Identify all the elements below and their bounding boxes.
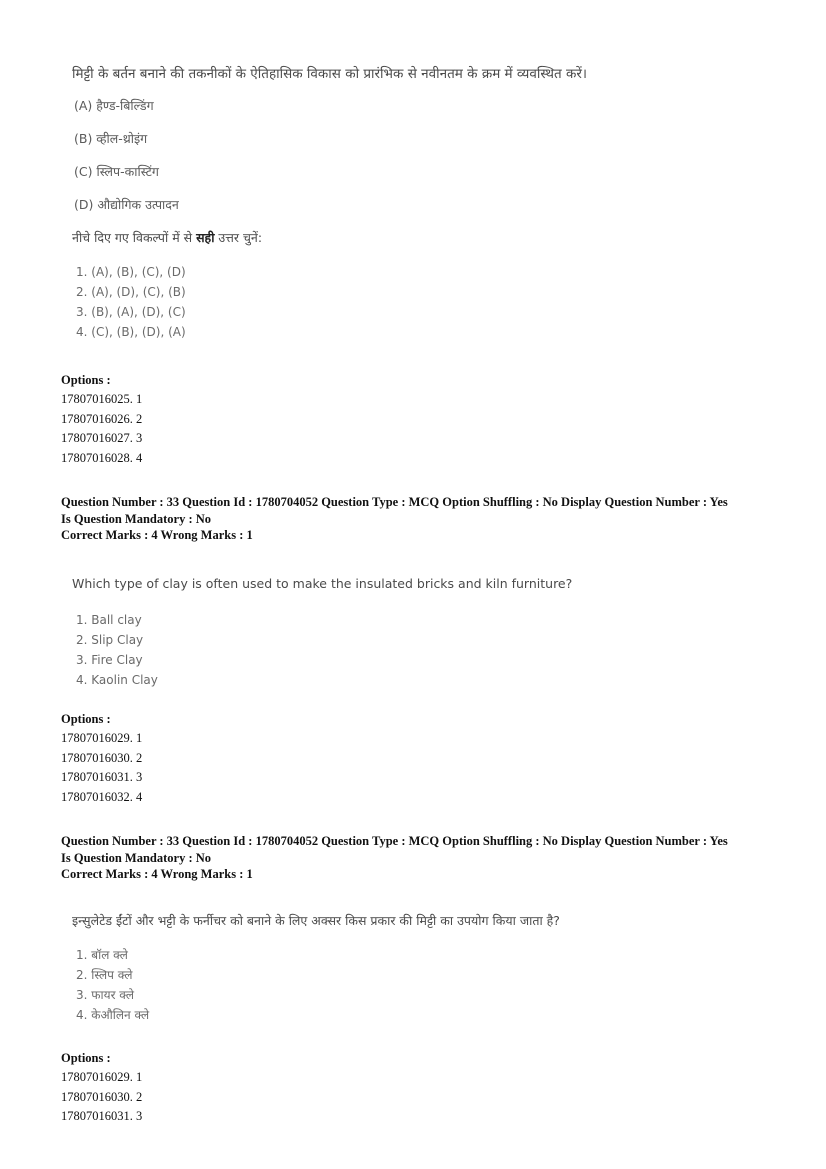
choice-item: 2. (A), (D), (C), (B) bbox=[76, 285, 186, 299]
choice-item: 1. (A), (B), (C), (D) bbox=[76, 265, 186, 279]
choice-item: 1. बॉल क्ले bbox=[76, 948, 128, 962]
question-stem: Which type of clay is often used to make the insulated bricks and kiln furniture? bbox=[72, 576, 573, 591]
option-line: 17807016028. 4 bbox=[61, 450, 143, 465]
question-meta-line: Correct Marks : 4 Wrong Marks : 1 bbox=[61, 867, 253, 881]
option-line: 17807016025. 1 bbox=[61, 392, 143, 406]
options-title: Options : bbox=[61, 1051, 111, 1065]
instruction-bold: सही bbox=[196, 230, 215, 245]
choice-item: 3. (B), (A), (D), (C) bbox=[76, 305, 186, 319]
choice-list bbox=[76, 945, 772, 1025]
question-item: (A) हैण्ड-बिल्डिंग bbox=[74, 98, 154, 113]
choice-item: 4. (C), (B), (D), (A) bbox=[76, 325, 186, 339]
option-line: 17807016032. 4 bbox=[61, 789, 143, 804]
options-block-3 bbox=[61, 1048, 142, 1127]
option-line: 17807016031. 3 bbox=[61, 770, 143, 784]
question-item: (B) व्हील-थ्रोइंग bbox=[74, 131, 148, 146]
choice-item: 3. Fire Clay bbox=[76, 653, 143, 667]
choice-item: 3. फायर क्ले bbox=[76, 988, 134, 1002]
question-image-1 bbox=[72, 64, 772, 342]
question-instruction bbox=[72, 228, 772, 248]
options-title: Options : bbox=[61, 712, 111, 726]
question-item: (C) स्लिप-कास्टिंग bbox=[74, 164, 159, 179]
option-line: 17807016029. 1 bbox=[61, 1070, 143, 1084]
question-meta-line: Is Question Mandatory : No bbox=[61, 511, 212, 526]
options-title: Options : bbox=[61, 373, 111, 387]
choice-item: 2. Slip Clay bbox=[76, 633, 144, 647]
option-line: 17807016029. 1 bbox=[61, 731, 143, 745]
question-header-3 bbox=[61, 833, 776, 883]
option-line: 17807016026. 2 bbox=[61, 411, 143, 426]
option-line: 17807016030. 2 bbox=[61, 750, 143, 765]
option-line: 17807016030. 2 bbox=[61, 1089, 143, 1104]
choice-item: 2. स्लिप क्ले bbox=[76, 968, 133, 982]
question-meta-line: Correct Marks : 4 Wrong Marks : 1 bbox=[61, 528, 253, 542]
question-image-3 bbox=[72, 911, 772, 1025]
question-image-2 bbox=[72, 574, 772, 690]
question-meta-line: Question Number : 33 Question Id : 1780704052 Question Type : MCQ Option Shuffling : No Display Question Number : Yes bbox=[61, 495, 728, 509]
question-stem: मिट्टी के बर्तन बनाने की तकनीकों के ऐतिहासिक विकास को प्रारंभिक से नवीनतम के क्रम में व्यवस्थित करें। bbox=[72, 66, 587, 82]
question-meta-line: Question Number : 33 Question Id : 1780704052 Question Type : MCQ Option Shuffling : No Display Question Number : Yes bbox=[61, 834, 728, 848]
choice-item: 1. Ball clay bbox=[76, 613, 142, 627]
choice-item: 4. केऔलिन क्ले bbox=[76, 1008, 150, 1022]
question-header-2 bbox=[61, 494, 776, 544]
question-item: (D) औद्योगिक उत्पादन bbox=[74, 197, 179, 212]
option-line: 17807016027. 3 bbox=[61, 431, 143, 445]
option-line: 17807016031. 3 bbox=[61, 1109, 143, 1123]
instruction-prefix: नीचे दिए गए विकल्पों में से bbox=[72, 230, 197, 245]
options-block-1 bbox=[61, 370, 142, 468]
instruction-suffix: उत्तर चुनें: bbox=[214, 230, 263, 245]
choice-item: 4. Kaolin Clay bbox=[76, 673, 158, 687]
question-meta-line: Is Question Mandatory : No bbox=[61, 850, 212, 865]
choice-list bbox=[76, 610, 772, 690]
question-stem: इन्सुलेटेड ईंटों और भट्टी के फर्नीचर को बनाने के लिए अक्सर किस प्रकार की मिट्टी का उपयोग किया जाता है? bbox=[72, 913, 560, 928]
options-block-2 bbox=[61, 709, 142, 807]
choice-list bbox=[76, 262, 772, 342]
